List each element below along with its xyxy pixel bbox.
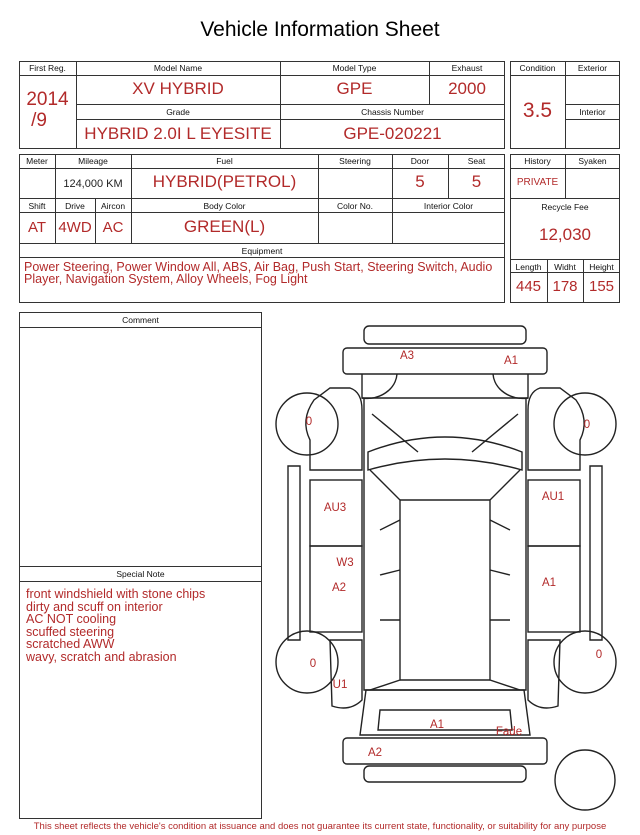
note-item: front windshield with stone chips xyxy=(26,587,206,601)
mileage-value: 124,000 KM xyxy=(63,178,123,190)
damage-front-right: A1 xyxy=(503,355,519,367)
equipment-line-1: Power Steering, Power Window All, ABS, Air Bag, Push Start, Steering Switch, Audio xyxy=(24,260,493,274)
height-label: Height xyxy=(589,262,614,272)
damage-left-front-door: AU3 xyxy=(323,502,347,514)
interior-label: Interior xyxy=(579,107,606,117)
seat-label: Seat xyxy=(467,156,486,166)
grade-label: Grade xyxy=(166,107,190,117)
damage-left-front-tire: 0 xyxy=(305,416,313,428)
exhaust-value: 2000 xyxy=(448,79,486,98)
equipment-label: Equipment xyxy=(241,246,283,256)
body-color-label: Body Color xyxy=(203,201,246,211)
steering-label: Steering xyxy=(339,156,371,166)
exhaust-label: Exhaust xyxy=(451,63,483,73)
meter-label: Meter xyxy=(26,156,48,166)
damage-right-rear-door: A1 xyxy=(541,577,557,589)
note-item: scuffed steering xyxy=(26,624,115,639)
length-value: 445 xyxy=(515,278,542,295)
width-label: Widht xyxy=(554,262,576,272)
first-reg-label: First Reg. xyxy=(29,63,66,73)
mileage-label: Mileage xyxy=(78,156,108,166)
damage-right-front-tire: 0 xyxy=(583,419,591,431)
page-title: Vehicle Information Sheet xyxy=(200,18,440,41)
note-item: AC NOT cooling xyxy=(26,612,117,626)
car-damage-diagram xyxy=(268,318,620,820)
model-name-value: XV HYBRID xyxy=(132,79,224,98)
color-no-label: Color No. xyxy=(337,201,373,211)
damage-right-front-door: AU1 xyxy=(541,491,565,503)
damage-left-rocker: U1 xyxy=(332,679,348,691)
first-reg-year: 2014 xyxy=(26,89,69,110)
aircon-value: AC xyxy=(102,219,124,236)
special-note-label: Special Note xyxy=(116,569,165,579)
seat-value: 5 xyxy=(471,172,482,191)
condition-value: 3.5 xyxy=(522,99,553,122)
recycle-fee-value: 12,030 xyxy=(539,225,591,244)
exterior-label: Exterior xyxy=(577,63,608,73)
chassis-label: Chassis Number xyxy=(361,107,424,117)
damage-rear-bumper: A2 xyxy=(367,747,383,759)
door-value: 5 xyxy=(415,172,425,191)
model-type-label: Model Type xyxy=(332,63,377,73)
damage-left-rear-door: A2 xyxy=(331,582,347,594)
model-name-label: Model Name xyxy=(153,63,203,73)
interior-color-label: Interior Color xyxy=(423,201,474,211)
aircon-label: Aircon xyxy=(100,201,126,211)
special-notes-list xyxy=(26,588,258,663)
history-label: History xyxy=(524,156,551,166)
width-value: 178 xyxy=(552,278,578,295)
damage-left-pillar: W3 xyxy=(336,557,354,569)
drive-label: Drive xyxy=(65,201,85,211)
note-item: scratched AWW xyxy=(26,637,115,651)
note-item: dirty and scuff on interior xyxy=(26,599,163,614)
disclaimer-footer: This sheet reflects the vehicle's condition at issuance and does not guarantee its current state, functionality, or suitability for any purpose xyxy=(33,821,607,832)
door-label: Door xyxy=(410,156,430,166)
syaken-label: Syaken xyxy=(578,156,607,166)
model-type-value: GPE xyxy=(336,79,373,98)
chassis-value: GPE-020221 xyxy=(343,124,442,143)
shift-value: AT xyxy=(27,219,47,236)
condition-label: Condition xyxy=(519,63,556,73)
fuel-value: HYBRID(PETROL) xyxy=(152,172,297,191)
damage-front-bumper: A3 xyxy=(399,350,415,362)
first-reg-month: /9 xyxy=(31,110,47,131)
height-value: 155 xyxy=(588,278,615,295)
shift-label: Shift xyxy=(28,201,46,211)
recycle-fee-label: Recycle Fee xyxy=(541,202,589,212)
grade-value: HYBRID 2.0I L EYESITE xyxy=(84,124,272,143)
equipment-line-2: Player, Navigation System, Alloy Wheels, Fog Light xyxy=(24,272,308,286)
drive-value: 4WD xyxy=(58,219,92,236)
damage-right-rear-tire: 0 xyxy=(595,649,603,661)
damage-rear-hatch: A1 xyxy=(429,719,445,731)
damage-left-rear-tire: 0 xyxy=(309,658,317,670)
note-item: wavy, scratch and abrasion xyxy=(26,649,177,664)
fuel-label: Fuel xyxy=(216,156,233,166)
body-color-value: GREEN(L) xyxy=(183,217,266,236)
length-label: Length xyxy=(515,262,542,272)
comment-label: Comment xyxy=(122,315,159,325)
damage-rear-right: Fade xyxy=(495,726,523,738)
history-value: PRIVATE xyxy=(516,177,559,188)
